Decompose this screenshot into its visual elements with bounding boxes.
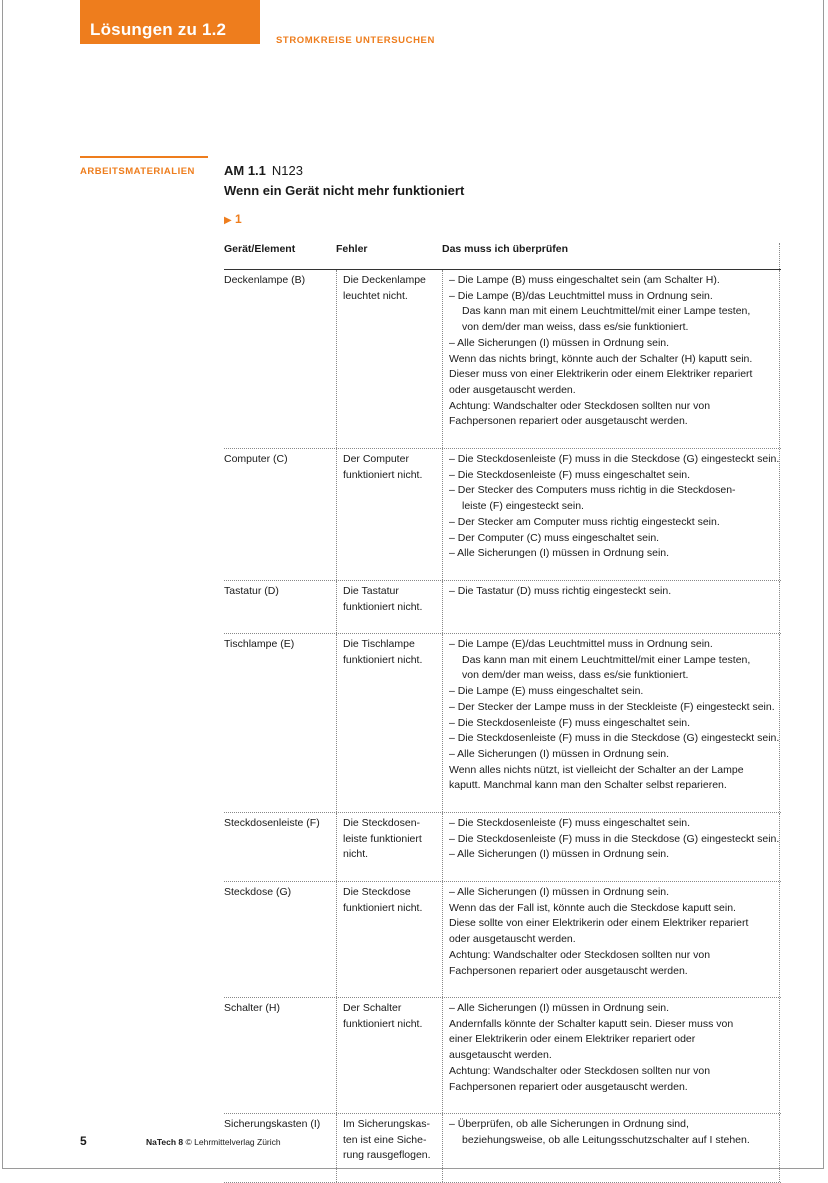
row-right-rule	[779, 1114, 780, 1182]
check-line: oder ausgetauscht werden.	[449, 933, 576, 946]
cell-check	[442, 998, 781, 1113]
fehler-line: Die Steckdosen-	[343, 817, 421, 829]
check-line: – Die Lampe (B)/das Leuchtmittel muss in Ordnung sein.	[449, 289, 713, 302]
worksheet-title: Wenn ein Gerät nicht mehr funktioniert	[224, 183, 465, 198]
check-line: von dem/der man weiss, dass es/sie funktioniert.	[462, 669, 689, 682]
check-line: Andernfalls könnte der Schalter kaputt sein. Dieser muss von	[449, 1017, 734, 1030]
worksheet-heading	[224, 163, 303, 178]
fehler-line: Der Schalter	[343, 1002, 402, 1014]
check-line: beziehungsweise, ob alle Leitungsschutzschalter auf I stehen.	[462, 1133, 750, 1146]
check-line: – Die Lampe (E)/das Leuchtmittel muss in Ordnung sein.	[449, 638, 713, 650]
check-line: Das kann man mit einem Leuchtmittel/mit einer Lampe testen,	[462, 305, 751, 318]
check-line: – Die Tastatur (D) muss richtig eingesteckt sein.	[449, 585, 672, 597]
check-line: Diese sollte von einer Elektrikerin oder einem Elektriker repariert	[449, 917, 749, 930]
task-number: 1	[235, 212, 242, 226]
worksheet-code: AM 1.1	[224, 163, 266, 178]
check-line: Wenn alles nichts nützt, ist vielleicht der Schalter an der Lampe	[449, 763, 744, 776]
check-line: – Alle Sicherungen (I) müssen in Ordnung sein.	[449, 747, 670, 760]
fehler-line: rung rausgeflogen.	[343, 1149, 431, 1162]
cell-fehler	[336, 581, 437, 633]
cell-fehler	[336, 449, 437, 580]
header-cell-element: Gerät/Element	[224, 243, 296, 255]
check-line: Achtung: Wandschalter oder Steckdosen sollten nur von	[449, 1064, 711, 1077]
fehler-line: funktioniert nicht.	[343, 468, 423, 481]
fehler-line: funktioniert nicht.	[343, 1017, 423, 1030]
header-tab	[80, 0, 260, 44]
row-right-rule	[779, 813, 780, 881]
row-right-rule	[779, 581, 780, 633]
cell-check	[442, 813, 781, 881]
row-right-rule	[779, 270, 780, 448]
row-right-rule	[779, 634, 780, 812]
sidebar-label: ARBEITSMATERIALIEN	[80, 166, 195, 177]
fehler-line: leuchtet nicht.	[343, 289, 408, 302]
check-line: ausgetauscht werden.	[449, 1049, 552, 1062]
fehler-line: funktioniert nicht.	[343, 653, 423, 666]
check-line: Achtung: Wandschalter oder Steckdosen sollten nur von	[449, 948, 711, 961]
row-right-rule	[779, 998, 780, 1113]
solution-table	[224, 243, 781, 1183]
section-label: STROMKREISE UNTERSUCHEN	[276, 35, 435, 46]
row-right-rule	[779, 882, 780, 997]
cell-element: Deckenlampe (B)	[224, 274, 306, 286]
table-body	[224, 270, 781, 1183]
check-line: von dem/der man weiss, dass es/sie funktioniert.	[462, 321, 689, 334]
cell-element: Steckdosenleiste (F)	[224, 817, 320, 829]
check-line: – Der Computer (C) muss eingeschaltet sein.	[449, 531, 660, 544]
fehler-line: ten ist eine Siche-	[343, 1133, 427, 1146]
check-line: – Die Steckdosenleiste (F) muss eingeschaltet sein.	[449, 817, 691, 829]
check-line: einer Elektrikerin oder einem Elektriker repariert oder	[449, 1033, 696, 1046]
check-line: Das kann man mit einem Leuchtmittel/mit einer Lampe testen,	[462, 653, 751, 666]
cell-fehler	[336, 270, 437, 448]
check-line: – Überprüfen, ob alle Sicherungen in Ordnung sind,	[449, 1118, 689, 1130]
check-line: Wenn das der Fall ist, könnte auch die Steckdose kaputt sein.	[449, 901, 736, 914]
check-line: – Der Stecker am Computer muss richtig eingesteckt sein.	[449, 515, 720, 528]
cell-element: Tastatur (D)	[224, 585, 279, 597]
page-number: 5	[80, 1134, 87, 1148]
cell-fehler	[336, 634, 437, 812]
fehler-line: funktioniert nicht.	[343, 600, 423, 613]
check-line: kaputt. Manchmal kann man den Schalter selbst reparieren.	[449, 779, 727, 792]
check-line: Dieser muss von einer Elektrikerin oder einem Elektriker repariert	[449, 368, 753, 381]
footer-publisher: © Lehrmittelverlag Zürich	[185, 1137, 281, 1147]
table-header	[224, 243, 781, 270]
cell-check	[442, 634, 781, 812]
table-row	[224, 634, 781, 813]
play-triangle-icon: ▶	[224, 215, 232, 226]
cell-element: Steckdose (G)	[224, 886, 292, 898]
footer-brand: NaTech 8	[146, 1137, 184, 1147]
cell-check	[442, 270, 781, 448]
check-line: – Die Steckdosenleiste (F) muss eingeschaltet sein.	[449, 716, 691, 729]
check-line: – Alle Sicherungen (I) müssen in Ordnung sein.	[449, 1002, 670, 1014]
check-line: Fachpersonen repariert oder ausgetauscht werden.	[449, 964, 688, 977]
check-line: leiste (F) eingesteckt sein.	[462, 500, 584, 513]
cell-fehler	[336, 998, 437, 1113]
fehler-line: funktioniert nicht.	[343, 901, 423, 914]
check-line: – Die Lampe (B) muss eingeschaltet sein (am Schalter H).	[449, 274, 720, 286]
check-line: – Der Stecker der Lampe muss in der Steckleiste (F) eingesteckt sein.	[449, 700, 775, 713]
table-row	[224, 270, 781, 449]
check-line: – Die Steckdosenleiste (F) muss in die Steckdose (G) eingesteckt sein.	[449, 732, 780, 745]
check-line: – Die Steckdosenleiste (F) muss in die Steckdose (G) eingesteckt sein.	[449, 832, 780, 845]
header-title: Lösungen zu 1.2	[90, 20, 227, 39]
header-right-rule	[779, 243, 780, 269]
cell-check	[442, 581, 781, 633]
check-line: – Die Steckdosenleiste (F) muss in die Steckdose (G) eingesteckt sein.	[449, 453, 780, 465]
check-line: Achtung: Wandschalter oder Steckdosen sollten nur von	[449, 399, 711, 412]
fehler-line: Im Sicherungskas-	[343, 1118, 430, 1130]
check-line: Fachpersonen repariert oder ausgetauscht werden.	[449, 415, 688, 428]
fehler-line: Die Deckenlampe	[343, 274, 426, 286]
sidebar-rule	[80, 156, 208, 158]
check-line: – Alle Sicherungen (I) müssen in Ordnung sein.	[449, 547, 670, 560]
fehler-line: Die Tastatur	[343, 585, 399, 597]
cell-check	[442, 1114, 781, 1182]
check-line: – Die Lampe (E) muss eingeschaltet sein.	[449, 685, 644, 698]
check-line: – Alle Sicherungen (I) müssen in Ordnung sein.	[449, 336, 670, 349]
table-row	[224, 813, 781, 882]
header-cell-check: Das muss ich überprüfen	[442, 243, 569, 255]
check-line: oder ausgetauscht werden.	[449, 383, 576, 396]
fehler-line: Der Computer	[343, 453, 409, 465]
footer-credit	[146, 1137, 281, 1147]
check-line: – Alle Sicherungen (I) müssen in Ordnung sein.	[449, 886, 670, 898]
cell-fehler	[336, 1114, 437, 1182]
task-marker	[224, 212, 242, 226]
cell-element: Computer (C)	[224, 453, 288, 465]
table-row	[224, 449, 781, 581]
fehler-line: Die Steckdose	[343, 886, 411, 898]
check-line: Fachpersonen repariert oder ausgetauscht werden.	[449, 1080, 688, 1093]
cell-check	[442, 882, 781, 997]
check-line: – Der Stecker des Computers muss richtig in die Steckdosen-	[449, 484, 736, 497]
check-line: Wenn das nichts bringt, könnte auch der Schalter (H) kaputt sein.	[449, 352, 753, 365]
table-row	[224, 998, 781, 1114]
fehler-line: Die Tischlampe	[343, 638, 415, 650]
table-row	[224, 581, 781, 634]
table-row	[224, 882, 781, 998]
table-row	[224, 1114, 781, 1183]
fehler-line: nicht.	[343, 848, 369, 861]
fehler-line: leiste funktioniert	[343, 832, 422, 845]
cell-fehler	[336, 882, 437, 997]
cell-fehler	[336, 813, 437, 881]
cell-element: Schalter (H)	[224, 1002, 281, 1014]
cell-check	[442, 449, 781, 580]
worksheet-number: N123	[271, 163, 303, 178]
check-line: – Die Steckdosenleiste (F) muss eingeschaltet sein.	[449, 468, 691, 481]
header-cell-fehler: Fehler	[336, 243, 368, 255]
row-right-rule	[779, 449, 780, 580]
check-line: – Alle Sicherungen (I) müssen in Ordnung sein.	[449, 848, 670, 861]
cell-element: Sicherungskasten (I)	[224, 1118, 321, 1130]
cell-element: Tischlampe (E)	[224, 638, 295, 650]
